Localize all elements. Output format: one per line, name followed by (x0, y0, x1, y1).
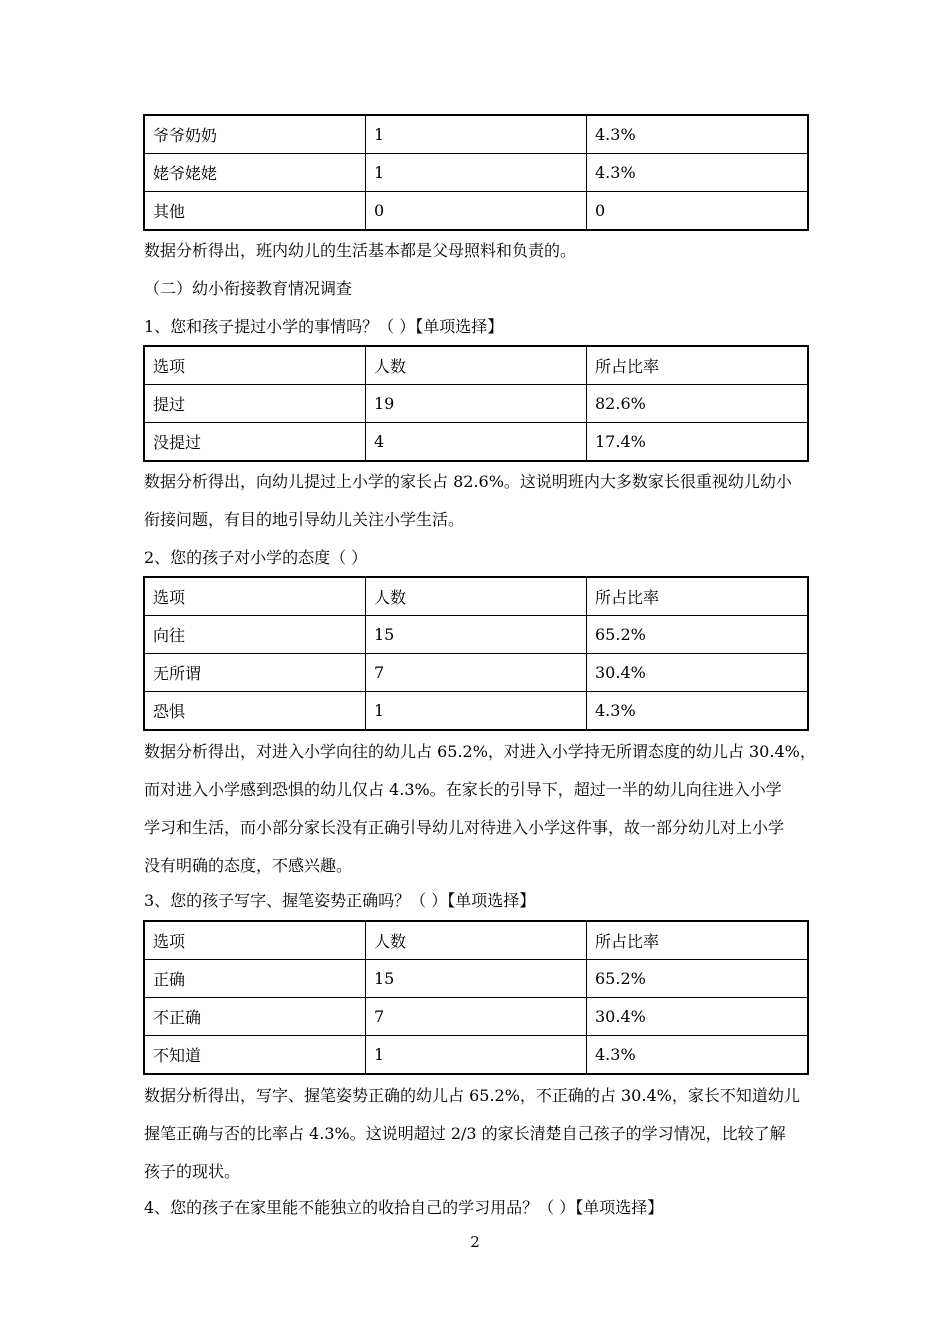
table-cell: 1 (366, 154, 587, 192)
table-cell: 4.3% (587, 1036, 808, 1074)
table-cell: 4.3% (587, 692, 808, 730)
table-header-row (145, 578, 808, 616)
table-row (145, 692, 808, 730)
table-cell: 7 (366, 998, 587, 1036)
table-row (145, 192, 808, 230)
table-cell: 65.2% (587, 616, 808, 654)
table-header-cell: 选项 (145, 347, 366, 385)
question-2-analysis-line: 而对进入小学感到恐惧的幼儿仅占 4.3%。在家长的引导下，超过一半的幼儿向往进入小学 (144, 780, 782, 799)
caregiver-table (144, 115, 808, 230)
table-cell: 15 (366, 616, 587, 654)
table-cell: 19 (366, 385, 587, 423)
table-cell: 7 (366, 654, 587, 692)
table-cell: 1 (366, 692, 587, 730)
table-cell: 4.3% (587, 154, 808, 192)
table-cell: 向往 (145, 616, 366, 654)
table-header-row (145, 347, 808, 385)
table-header-cell: 所占比率 (587, 578, 808, 616)
table-cell: 恐惧 (145, 692, 366, 730)
table-row (145, 998, 808, 1036)
question-3-analysis-line: 数据分析得出，写字、握笔姿势正确的幼儿占 65.2%，不正确的占 30.4%，家长不知道幼儿 (144, 1086, 800, 1105)
table-header-cell: 人数 (366, 347, 587, 385)
table-header-cell: 所占比率 (587, 922, 808, 960)
table-row (145, 1036, 808, 1074)
table-cell: 30.4% (587, 654, 808, 692)
table-row (145, 154, 808, 192)
table-row (145, 385, 808, 423)
table-header-cell: 所占比率 (587, 347, 808, 385)
table-header-cell: 选项 (145, 578, 366, 616)
question-2-table (144, 577, 808, 730)
question-3-analysis-line: 握笔正确与否的比率占 4.3%。这说明超过 2/3 的家长清楚自己孩子的学习情况，比较了解 (144, 1124, 786, 1143)
caregiver-analysis: 数据分析得出，班内幼儿的生活基本都是父母照料和负责的。 (144, 241, 577, 260)
table-cell: 4 (366, 423, 587, 461)
question-1: 1、您和孩子提过小学的事情吗？（ ）【单项选择】 (144, 317, 504, 336)
question-2-analysis-line: 没有明确的态度，不感兴趣。 (144, 856, 353, 875)
question-4: 4、您的孩子在家里能不能独立的收拾自己的学习用品？（ ）【单项选择】 (144, 1198, 664, 1217)
table-cell: 不正确 (145, 998, 366, 1036)
table-row (145, 616, 808, 654)
question-2-analysis-line: 学习和生活，而小部分家长没有正确引导幼儿对待进入小学这件事，故一部分幼儿对上小学 (144, 818, 785, 837)
table-cell: 不知道 (145, 1036, 366, 1074)
section-heading: （二）幼小衔接教育情况调查 (144, 279, 353, 298)
table-cell: 65.2% (587, 960, 808, 998)
question-3-table (144, 921, 808, 1074)
table-header-cell: 人数 (366, 578, 587, 616)
question-3-analysis-line: 孩子的现状。 (144, 1162, 241, 1181)
table-cell: 提过 (145, 385, 366, 423)
table-header-cell: 选项 (145, 922, 366, 960)
table-cell: 17.4% (587, 423, 808, 461)
table-cell: 其他 (145, 192, 366, 230)
table-header-row (145, 922, 808, 960)
table-cell: 无所谓 (145, 654, 366, 692)
table-cell: 0 (366, 192, 587, 230)
table-cell: 82.6% (587, 385, 808, 423)
question-3: 3、您的孩子写字、握笔姿势正确吗？（ ）【单项选择】 (144, 891, 536, 910)
question-2: 2、您的孩子对小学的态度（ ） (144, 548, 368, 567)
table-cell: 0 (587, 192, 808, 230)
question-2-analysis-line: 数据分析得出，对进入小学向往的幼儿占 65.2%，对进入小学持无所谓态度的幼儿占 30.4%， (144, 742, 816, 761)
table-row (145, 960, 808, 998)
table-cell: 15 (366, 960, 587, 998)
table-cell: 没提过 (145, 423, 366, 461)
table-header-cell: 人数 (366, 922, 587, 960)
question-1-analysis-line: 衔接问题，有目的地引导幼儿关注小学生活。 (144, 510, 465, 529)
table-cell: 4.3% (587, 116, 808, 154)
question-1-analysis-line: 数据分析得出，向幼儿提过上小学的家长占 82.6%。这说明班内大多数家长很重视幼儿幼小 (144, 472, 792, 491)
table-row (145, 116, 808, 154)
table-cell: 1 (366, 116, 587, 154)
table-cell: 姥爷姥姥 (145, 154, 366, 192)
table-row (145, 654, 808, 692)
table-cell: 30.4% (587, 998, 808, 1036)
page-number: 2 (470, 1233, 480, 1251)
table-cell: 爷爷奶奶 (145, 116, 366, 154)
table-cell: 正确 (145, 960, 366, 998)
table-cell: 1 (366, 1036, 587, 1074)
table-row (145, 423, 808, 461)
question-1-table (144, 346, 808, 461)
